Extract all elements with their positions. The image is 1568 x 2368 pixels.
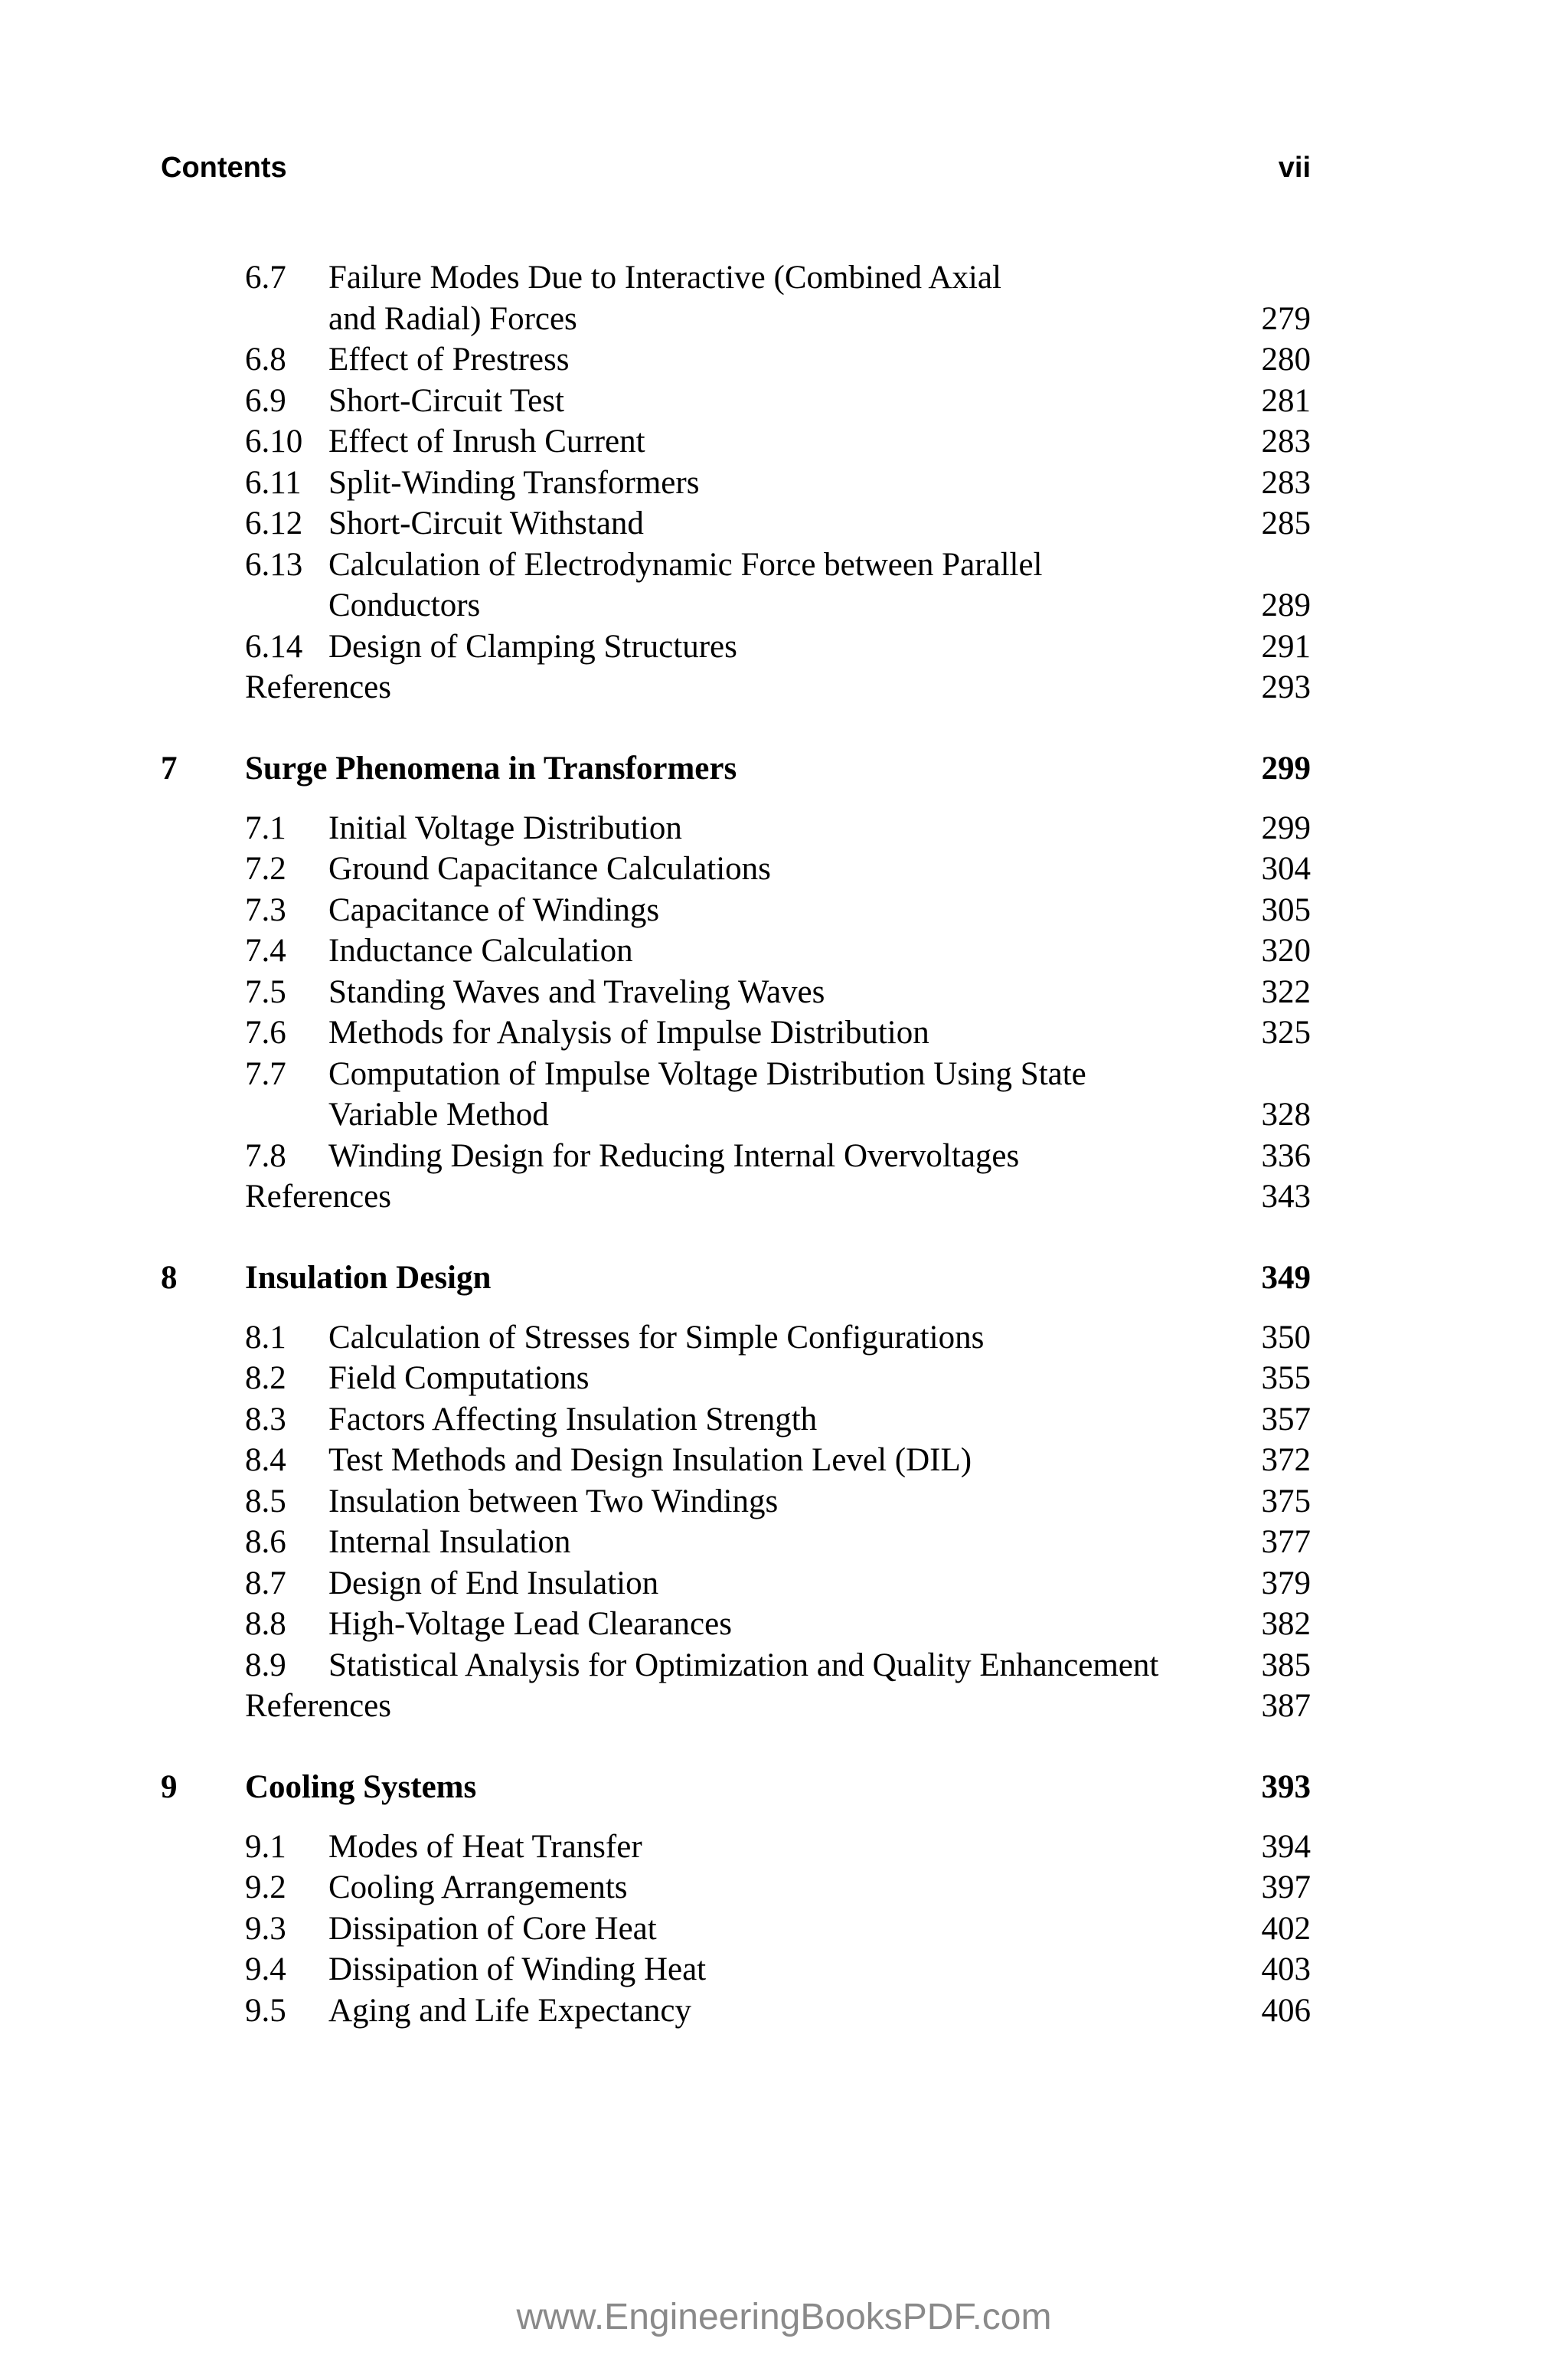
chapter-heading[interactable] — [161, 1767, 1311, 1813]
section-number: 8.6 — [245, 1524, 286, 1560]
toc-entry[interactable] — [161, 1358, 1311, 1399]
section-title: Ground Capacitance Calculations — [328, 851, 771, 887]
section-title: Short-Circuit Test — [328, 382, 564, 419]
toc-entry[interactable] — [161, 1563, 1311, 1604]
running-head — [161, 149, 1311, 187]
section-page-number: 355 — [1261, 1360, 1311, 1396]
references-entry[interactable] — [161, 1686, 1311, 1727]
references-entry[interactable] — [161, 1176, 1311, 1218]
section-page-number: 379 — [1261, 1565, 1311, 1601]
toc-entry[interactable] — [161, 1317, 1311, 1359]
references-label: References — [245, 1688, 391, 1724]
chapter-number: 7 — [161, 750, 178, 787]
section-number: 6.14 — [245, 628, 303, 665]
section-page-number: 397 — [1261, 1869, 1311, 1905]
chapter-title: Cooling Systems — [245, 1768, 477, 1805]
section-title: Computation of Impulse Voltage Distribution Using State — [328, 1055, 1086, 1092]
watermark: www.EngineeringBooksPDF.com — [516, 2297, 1052, 2337]
section-number: 8.3 — [245, 1401, 286, 1437]
section-title: Methods for Analysis of Impulse Distribution — [328, 1015, 929, 1051]
section-title: Inductance Calculation — [328, 933, 633, 969]
section-title: Split-Winding Transformers — [328, 464, 700, 501]
toc-entry[interactable] — [161, 1399, 1311, 1441]
section-title: Dissipation of Core Heat — [328, 1910, 657, 1947]
section-title: Dissipation of Winding Heat — [328, 1951, 707, 1987]
running-head-page-number: vii — [1278, 152, 1311, 184]
section-page-number: 283 — [1261, 424, 1311, 460]
section-number: 8.5 — [245, 1483, 286, 1519]
section-page-number: 385 — [1261, 1647, 1311, 1683]
references-page-number: 387 — [1261, 1688, 1311, 1724]
toc-entry[interactable] — [161, 1136, 1311, 1177]
toc-entry[interactable] — [161, 626, 1311, 668]
toc-entry[interactable] — [161, 890, 1311, 931]
section-title: Initial Voltage Distribution — [328, 810, 682, 846]
section-title: Calculation of Electrodynamic Force between Parallel — [328, 546, 1043, 583]
section-page-number: 279 — [1261, 300, 1311, 337]
section-number: 7.1 — [245, 810, 286, 846]
toc-entry[interactable] — [161, 931, 1311, 972]
section-number: 9.3 — [245, 1910, 286, 1947]
toc-entry[interactable] — [161, 421, 1311, 463]
toc-entry[interactable] — [161, 503, 1311, 545]
section-title: Factors Affecting Insulation Strength — [328, 1401, 818, 1437]
toc-entry[interactable] — [161, 1522, 1311, 1563]
section-title: Calculation of Stresses for Simple Configurations — [328, 1319, 985, 1356]
toc-entry[interactable] — [161, 972, 1311, 1013]
section-title: Variable Method — [328, 1097, 549, 1133]
section-page-number: 285 — [1261, 505, 1311, 541]
toc-entry[interactable] — [161, 463, 1311, 504]
section-title: Design of End Insulation — [328, 1565, 659, 1601]
section-number: 7.3 — [245, 891, 286, 928]
toc-entry[interactable] — [161, 545, 1311, 586]
section-number: 9.1 — [245, 1828, 286, 1865]
toc-entry[interactable] — [161, 1440, 1311, 1481]
toc-entry[interactable] — [161, 1908, 1311, 1950]
section-number: 9.2 — [245, 1869, 286, 1905]
section-title: Standing Waves and Traveling Waves — [328, 973, 825, 1010]
section-number: 6.8 — [245, 342, 286, 378]
toc-entry[interactable] — [161, 808, 1311, 849]
section-page-number: 375 — [1261, 1483, 1311, 1519]
section-title: Field Computations — [328, 1360, 590, 1396]
section-page-number: 305 — [1261, 891, 1311, 928]
section-page-number: 336 — [1261, 1137, 1311, 1174]
chapter-title: Insulation Design — [245, 1259, 492, 1296]
section-page-number: 350 — [1261, 1319, 1311, 1356]
toc-entry[interactable] — [161, 585, 1311, 626]
section-page-number: 291 — [1261, 628, 1311, 665]
section-page-number: 328 — [1261, 1097, 1311, 1133]
chapter-number: 9 — [161, 1768, 178, 1805]
chapter-heading[interactable] — [161, 748, 1311, 794]
chapter-page-number: 349 — [1261, 1259, 1311, 1296]
section-title: Winding Design for Reducing Internal Overvoltages — [328, 1137, 1020, 1174]
toc-entry[interactable] — [161, 1645, 1311, 1686]
toc-entry[interactable] — [161, 1012, 1311, 1054]
section-page-number: 299 — [1261, 810, 1311, 846]
section-page-number: 394 — [1261, 1828, 1311, 1865]
section-title: Insulation between Two Windings — [328, 1483, 779, 1519]
references-page-number: 343 — [1261, 1179, 1311, 1215]
toc-entry[interactable] — [161, 257, 1311, 299]
references-label: References — [245, 669, 391, 705]
section-number: 7.2 — [245, 851, 286, 887]
section-page-number: 403 — [1261, 1951, 1311, 1987]
section-title: Aging and Life Expectancy — [328, 1992, 692, 2029]
section-number: 9.5 — [245, 1992, 286, 2029]
section-title: and Radial) Forces — [328, 300, 577, 337]
section-title: High-Voltage Lead Clearances — [328, 1606, 732, 1642]
section-title: Conductors — [328, 587, 481, 623]
toc-entry[interactable] — [161, 1481, 1311, 1523]
table-of-contents — [161, 257, 1311, 2031]
section-page-number: 281 — [1261, 382, 1311, 419]
toc-entry[interactable] — [161, 1054, 1311, 1095]
section-number: 9.4 — [245, 1951, 286, 1987]
toc-entry[interactable] — [161, 1990, 1311, 2032]
toc-entry[interactable] — [161, 1604, 1311, 1645]
section-page-number: 377 — [1261, 1524, 1311, 1560]
section-number: 7.4 — [245, 933, 286, 969]
section-page-number: 320 — [1261, 933, 1311, 969]
references-entry[interactable] — [161, 667, 1311, 708]
section-title: Effect of Inrush Current — [328, 424, 645, 460]
references-page-number: 293 — [1261, 669, 1311, 705]
section-page-number: 372 — [1261, 1442, 1311, 1478]
section-number: 6.7 — [245, 260, 286, 296]
section-title: Statistical Analysis for Optimization and Quality Enhancement — [328, 1647, 1159, 1683]
section-number: 8.2 — [245, 1360, 286, 1396]
section-page-number: 325 — [1261, 1015, 1311, 1051]
section-number: 6.9 — [245, 382, 286, 419]
chapter-heading[interactable] — [161, 1258, 1311, 1303]
section-number: 7.5 — [245, 973, 286, 1010]
section-title: Design of Clamping Structures — [328, 628, 737, 665]
references-label: References — [245, 1179, 391, 1215]
section-title: Short-Circuit Withstand — [328, 505, 644, 541]
section-number: 8.9 — [245, 1647, 286, 1683]
section-title: Failure Modes Due to Interactive (Combined Axial — [328, 260, 1001, 296]
toc-entry[interactable] — [161, 1949, 1311, 1990]
section-page-number: 402 — [1261, 1910, 1311, 1947]
section-number: 7.7 — [245, 1055, 286, 1092]
running-head-title: Contents — [161, 152, 287, 184]
chapter-title: Surge Phenomena in Transformers — [245, 750, 737, 787]
section-number: 7.6 — [245, 1015, 286, 1051]
section-page-number: 289 — [1261, 587, 1311, 623]
chapter-page-number: 393 — [1261, 1768, 1311, 1805]
section-number: 8.4 — [245, 1442, 286, 1478]
section-page-number: 283 — [1261, 464, 1311, 501]
toc-entry[interactable] — [161, 1094, 1311, 1136]
toc-entry[interactable] — [161, 849, 1311, 890]
section-page-number: 357 — [1261, 1401, 1311, 1437]
chapter-page-number: 299 — [1261, 750, 1311, 787]
section-number: 7.8 — [245, 1137, 286, 1174]
chapter-number: 8 — [161, 1259, 178, 1296]
section-number: 6.13 — [245, 546, 303, 583]
toc-entry[interactable] — [161, 299, 1311, 340]
toc-entry[interactable] — [161, 381, 1311, 422]
section-number: 8.8 — [245, 1606, 286, 1642]
section-page-number: 322 — [1261, 973, 1311, 1010]
section-number: 6.11 — [245, 464, 302, 501]
section-page-number: 382 — [1261, 1606, 1311, 1642]
section-title: Effect of Prestress — [328, 342, 570, 378]
section-title: Internal Insulation — [328, 1524, 571, 1560]
toc-entry[interactable] — [161, 1867, 1311, 1908]
section-number: 8.7 — [245, 1565, 286, 1601]
section-title: Test Methods and Design Insulation Level (DIL) — [328, 1442, 972, 1478]
section-page-number: 304 — [1261, 851, 1311, 887]
section-number: 6.12 — [245, 505, 303, 541]
section-number: 6.10 — [245, 424, 303, 460]
section-title: Cooling Arrangements — [328, 1869, 628, 1905]
section-page-number: 406 — [1261, 1992, 1311, 2029]
toc-entry[interactable] — [161, 339, 1311, 381]
section-number: 8.1 — [245, 1319, 286, 1356]
section-title: Modes of Heat Transfer — [328, 1828, 642, 1865]
section-title: Capacitance of Windings — [328, 891, 660, 928]
section-page-number: 280 — [1261, 342, 1311, 378]
toc-entry[interactable] — [161, 1827, 1311, 1868]
